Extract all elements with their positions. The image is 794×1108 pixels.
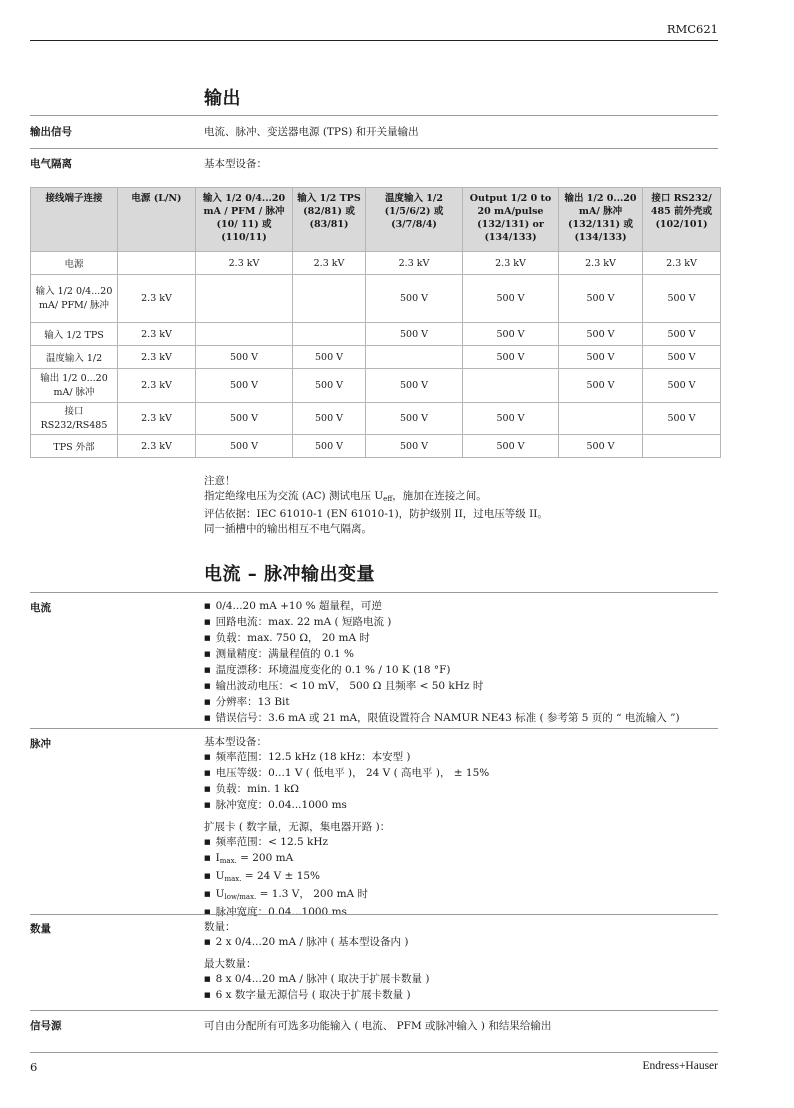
table-cell: 2.3 kV	[118, 435, 196, 458]
table-cell: 500 V	[559, 346, 643, 369]
notes-title: 注意！	[204, 475, 236, 487]
table-cell: 500 V	[643, 403, 721, 435]
table-cell: 2.3 kV	[118, 346, 196, 369]
table-cell: 500 V	[366, 323, 463, 346]
value: = 24 V ± 15%	[241, 870, 321, 882]
notes-text: ，施加在连接之间。	[392, 490, 487, 502]
isolation-label: 电气隔离	[30, 158, 72, 170]
table-cell: 500 V	[293, 435, 366, 458]
symbol: U	[215, 870, 225, 882]
table-cell: 500 V	[196, 346, 293, 369]
current-list	[204, 599, 724, 727]
table-cell	[196, 275, 293, 323]
table-cell: 500 V	[559, 435, 643, 458]
list-item: ■ 频率范围：< 12.5 kHz	[204, 835, 724, 851]
list-item: ■ 0/4...20 mA +10 % 超量程，可逆	[204, 599, 724, 615]
symbol: I	[215, 852, 220, 864]
table-cell: 500 V	[463, 435, 559, 458]
list-item: ■ 负载：min. 1 kΩ	[204, 782, 724, 798]
value: = 1.3 V， 200 mA 时	[256, 888, 368, 900]
table-cell: 500 V	[366, 275, 463, 323]
list-item: ■ 测量精度：满量程值的 0.1 %	[204, 647, 724, 663]
table-cell: 2.3 kV	[643, 252, 721, 275]
symbol-subscript: max.	[219, 857, 237, 865]
table-cell: 500 V	[366, 435, 463, 458]
pulse-basic-title: 基本型设备：	[204, 736, 267, 748]
list-item: ■ 输出波动电压：< 10 mV， 500 Ω 且频率 < 50 kHz 时	[204, 679, 724, 695]
table-row	[31, 323, 721, 346]
notes-line-3: 同一插槽中的输出相互不电气隔离。	[204, 523, 372, 535]
rule	[30, 592, 718, 593]
table-cell: 500 V	[559, 369, 643, 403]
table-cell: 输入 1/2 0/4...20 mA/ PFM/ 脉冲	[31, 275, 118, 323]
notes-text: 指定绝缘电压为交流 (AC) 测试电压 U	[204, 490, 384, 502]
table-cell: 2.3 kV	[118, 323, 196, 346]
table-cell: 500 V	[196, 403, 293, 435]
quantity-label: 数量	[30, 923, 51, 935]
symbol-subscript: low/max.	[224, 893, 257, 901]
list-item: ■ 电压等级：0...1 V ( 低电平 )， 24 V ( 高电平 )， ± 15%	[204, 766, 724, 782]
rule	[30, 1010, 718, 1011]
list-item: ■ 8 x 0/4...20 mA / 脉冲 ( 取决于扩展卡数量 )	[204, 972, 724, 988]
table-header-row	[31, 188, 721, 252]
list-item	[204, 887, 724, 905]
isolation-value: 基本型设备：	[204, 158, 267, 170]
value: = 200 mA	[236, 852, 294, 864]
table-cell: 温度输入 1/2	[31, 346, 118, 369]
table-row	[31, 275, 721, 323]
table-cell: 500 V	[366, 369, 463, 403]
header-rule	[30, 40, 718, 41]
table-cell	[559, 403, 643, 435]
table-header-cell: 温度输入 1/2 (1/5/6/2) 或 (3/7/8/4)	[366, 188, 463, 252]
table-header-cell: 输入 1/2 0/4...20 mA / PFM / 脉冲 (10/ 11) 或 (110/11)	[196, 188, 293, 252]
table-cell: TPS 外部	[31, 435, 118, 458]
table-cell	[293, 275, 366, 323]
list-item: ■ 负载：max. 750 Ω， 20 mA 时	[204, 631, 724, 647]
list-item: ■ 脉冲宽度：0.04...1000 ms	[204, 798, 724, 814]
table-header-cell: 电源 (L/N)	[118, 188, 196, 252]
quantity-list	[204, 920, 724, 1004]
table-cell	[366, 346, 463, 369]
table-cell: 2.3 kV	[118, 369, 196, 403]
section-title-current-pulse: 电流 – 脉冲输出变量	[204, 564, 376, 585]
symbol: U	[215, 888, 225, 900]
list-item	[204, 851, 724, 869]
table-cell: 500 V	[643, 275, 721, 323]
table-cell: 500 V	[463, 275, 559, 323]
table-cell	[118, 252, 196, 275]
table-cell: 500 V	[463, 346, 559, 369]
brand-name: Endress+Hauser	[642, 1060, 718, 1072]
output-signal-label: 输出信号	[30, 126, 72, 138]
table-cell: 500 V	[559, 275, 643, 323]
isolation-table	[30, 187, 721, 458]
table-header-cell: 接线端子连接	[31, 188, 118, 252]
table-row	[31, 403, 721, 435]
table-cell: 500 V	[366, 403, 463, 435]
table-cell	[463, 369, 559, 403]
rule	[30, 115, 718, 116]
table-header-cell: 输出 1/2 0...20 mA/ 脉冲 (132/131) 或 (134/133)	[559, 188, 643, 252]
list-item: ■ 回路电流：max. 22 mA ( 短路电流 )	[204, 615, 724, 631]
list-item: ■ 频率范围：12.5 kHz (18 kHz：本安型 )	[204, 750, 724, 766]
table-cell: 500 V	[196, 435, 293, 458]
section-title-output: 输出	[204, 88, 241, 109]
rule	[30, 728, 718, 729]
list-item: ■ 6 x 数字量无源信号 ( 取决于扩展卡数量 )	[204, 988, 724, 1004]
table-cell: 输出 1/2 0...20 mA/ 脉冲	[31, 369, 118, 403]
rule	[30, 914, 718, 915]
table-cell: 500 V	[643, 323, 721, 346]
table-header-cell: 输入 1/2 TPS (82/81) 或 (83/81)	[293, 188, 366, 252]
table-cell: 2.3 kV	[118, 275, 196, 323]
list-item: ■ 脉冲宽度：0.04...1000 ms	[204, 905, 724, 921]
table-cell: 2.3 kV	[118, 403, 196, 435]
table-cell: 500 V	[293, 403, 366, 435]
notes-subscript: eff	[383, 495, 393, 503]
table-cell: 500 V	[559, 323, 643, 346]
table-header-cell: Output 1/2 0 to 20 mA/pulse (132/131) or (134/133)	[463, 188, 559, 252]
pulse-ext-title: 扩展卡 ( 数字量，无源，集电器开路 )：	[204, 821, 391, 833]
table-cell: 2.3 kV	[559, 252, 643, 275]
symbol-subscript: max.	[224, 875, 242, 883]
list-item: ■ 错误信号：3.6 mA 或 21 mA，限值设置符合 NAMUR NE43 标准 ( 参考第 5 页的 “ 电流输入 ”)	[204, 711, 724, 727]
pulse-list	[204, 735, 724, 921]
rule	[30, 148, 718, 149]
notes-line-2: 评估依据：IEC 61010-1 (EN 61010-1)，防护级别 II，过电压等级 II。	[204, 508, 548, 520]
page-number: 6	[30, 1060, 38, 1074]
list-item: ■ 2 x 0/4...20 mA / 脉冲 ( 基本型设备内 )	[204, 935, 724, 951]
table-row	[31, 252, 721, 275]
pulse-label: 脉冲	[30, 738, 51, 750]
current-label: 电流	[30, 602, 51, 614]
list-item: ■ 分辨率：13 Bit	[204, 695, 724, 711]
table-row	[31, 369, 721, 403]
quantity-max-title: 最大数量：	[204, 958, 257, 970]
table-cell	[196, 323, 293, 346]
table-cell	[293, 323, 366, 346]
table-cell: 2.3 kV	[463, 252, 559, 275]
table-header-cell: 接口 RS232/ 485 前外壳或 (102/101)	[643, 188, 721, 252]
list-item: ■ 温度漂移：环境温度变化的 0.1 % / 10 K (18 °F)	[204, 663, 724, 679]
signal-source-label: 信号源	[30, 1020, 62, 1032]
notes-line-1	[204, 489, 724, 507]
table-cell: 500 V	[463, 403, 559, 435]
output-signal-value: 电流、脉冲、变送器电源 (TPS) 和开关量输出	[204, 126, 419, 138]
table-cell: 500 V	[293, 346, 366, 369]
quantity-title: 数量：	[204, 921, 236, 933]
document-model: RMC621	[666, 22, 718, 36]
table-row	[31, 346, 721, 369]
table-cell: 电源	[31, 252, 118, 275]
list-item	[204, 869, 724, 887]
footer-rule	[30, 1052, 718, 1053]
table-cell: 500 V	[643, 346, 721, 369]
table-cell: 2.3 kV	[196, 252, 293, 275]
table-row	[31, 435, 721, 458]
table-cell: 接口 RS232/RS485	[31, 403, 118, 435]
table-cell	[643, 435, 721, 458]
notes-block	[204, 474, 724, 537]
table-cell: 500 V	[463, 323, 559, 346]
table-cell: 输入 1/2 TPS	[31, 323, 118, 346]
table-cell: 2.3 kV	[293, 252, 366, 275]
table-cell: 2.3 kV	[366, 252, 463, 275]
table-cell: 500 V	[643, 369, 721, 403]
signal-source-value: 可自由分配所有可选多功能输入 ( 电流、 PFM 或脉冲输入 ) 和结果给输出	[204, 1020, 552, 1032]
table-cell: 500 V	[293, 369, 366, 403]
table-cell: 500 V	[196, 369, 293, 403]
